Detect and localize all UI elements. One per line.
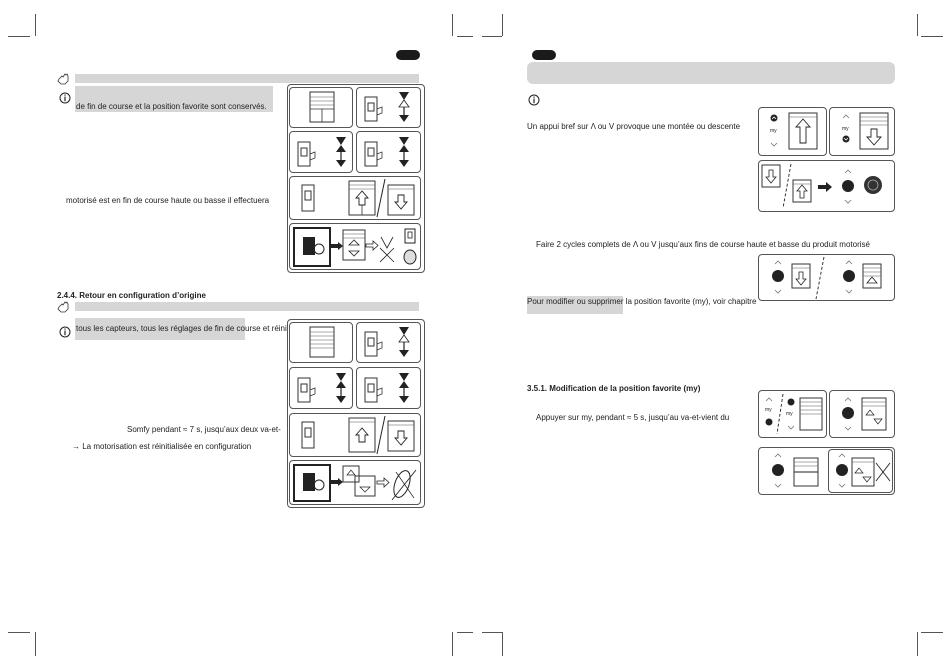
hourglass-icon: [397, 372, 411, 404]
body-text: de fin de course et la position favorite sont conservés.: [76, 102, 267, 111]
hourglass-icon: [397, 326, 411, 358]
info-icon: [59, 326, 71, 338]
remote-crossed-icon: [390, 466, 418, 502]
power-switch-icon: [361, 376, 383, 404]
section-bar: [75, 302, 419, 311]
shutter-down-drawing: [388, 421, 414, 451]
crop-mark: [482, 36, 502, 37]
receiver-box-icon: [293, 464, 331, 502]
divider-slash: [376, 178, 386, 218]
hourglass-icon: [397, 136, 411, 168]
remote-control-icon: [838, 396, 858, 432]
body-text: tous les capteurs, tous les réglages de fin de course et réini: [76, 324, 287, 333]
arrow-right-outline-icon: [377, 478, 389, 487]
shutter-down-drawing: [762, 165, 780, 187]
arrow-right-outline-icon: [366, 241, 378, 250]
page-number-tab: [396, 50, 420, 60]
shutter-half-drawing: [863, 264, 881, 288]
page-number-tab: [532, 50, 556, 60]
remote-label: my: [842, 126, 849, 132]
body-text: Pour modifier ou supprimer la position favorite (my), voir chapitre: [527, 297, 757, 306]
hourglass-icon: [334, 372, 348, 404]
remote-label: my: [786, 411, 793, 417]
divider-slash: [782, 163, 792, 209]
power-switch-icon: [298, 420, 320, 450]
hourglass-icon: [334, 136, 348, 168]
shutter-drawing: [343, 466, 377, 498]
shutter-updown-drawing: [862, 398, 886, 430]
power-switch-icon: [294, 140, 316, 168]
body-text: Appuyer sur my, pendant ≈ 5 s, jusqu’au va-et-vient du: [536, 413, 730, 422]
shutter-drawing: [310, 92, 334, 122]
hand-icon: [57, 301, 70, 313]
receiver-box-icon: [293, 227, 331, 267]
section-heading: 2.4.4. Retour en configuration d’origine: [57, 291, 206, 300]
crop-mark: [457, 36, 473, 37]
body-text: Somfy pendant ≈ 7 s, jusqu’aux deux va-et-: [127, 425, 281, 434]
remote-label: my: [770, 128, 777, 134]
shutter-updown-drawing: [852, 458, 874, 486]
crop-mark: [502, 14, 503, 36]
crop-mark: [457, 632, 473, 633]
body-text: → La motorisation est réinitialisée en configuration: [72, 442, 252, 451]
arrow-right-icon: [331, 242, 343, 250]
section-heading: 3.5.1. Modification de la position favorite (my): [527, 384, 701, 393]
remote-control-icon: [839, 259, 859, 295]
shutter-half-drawing: [792, 264, 810, 288]
hourglass-icon: [397, 91, 411, 123]
divider-slash: [776, 393, 784, 435]
power-switch-icon: [361, 330, 383, 358]
remote-control-icon: [762, 396, 776, 432]
shutter-drawing: [800, 398, 822, 430]
shutter-down-drawing: [388, 185, 414, 215]
section-bar: [75, 74, 419, 83]
crop-mark: [482, 632, 502, 633]
remote-control-icon: [768, 259, 788, 295]
divider-slash: [376, 415, 386, 455]
crop-mark: [35, 14, 36, 36]
lamp-crossed-icon: [378, 234, 396, 264]
power-switch-icon: [298, 183, 320, 213]
hand-icon: [57, 73, 70, 85]
shutter-updown-drawing: [794, 458, 818, 486]
shutter-up-drawing: [793, 180, 811, 202]
divider-slash: [815, 256, 825, 300]
shutter-up-drawing: [349, 418, 375, 452]
shutter-up-drawing: [789, 113, 817, 149]
remote-label: my: [765, 407, 772, 413]
crop-mark: [502, 632, 503, 656]
crop-mark: [35, 632, 36, 656]
info-icon: [528, 94, 540, 106]
shutter-up-drawing: [349, 181, 375, 215]
body-text: Faire 2 cycles complets de Λ ou V jusqu’aux fins de course haute et basse du produit motorisé: [536, 240, 870, 249]
motor-icon: [862, 174, 884, 196]
crop-mark: [921, 632, 943, 633]
power-switch-icon: [361, 95, 383, 123]
power-switch-icon: [294, 376, 316, 404]
crop-mark: [917, 14, 918, 36]
crop-mark: [452, 14, 453, 36]
remote-wall-icon: [402, 228, 418, 266]
crop-mark: [8, 632, 30, 633]
cross-icon: [875, 462, 891, 482]
power-switch-icon: [361, 140, 383, 168]
crop-mark: [917, 632, 918, 656]
info-icon: [59, 92, 71, 104]
chapter-title-bar: [527, 62, 895, 84]
shutter-drawing: [310, 327, 334, 357]
body-text: Un appui bref sur Λ ou V provoque une montée ou descente: [527, 122, 741, 131]
body-text: motorisé est en fin de course haute ou basse il effectuera: [66, 196, 270, 205]
remote-control-icon: [838, 168, 858, 206]
crop-mark: [921, 36, 943, 37]
arrow-right-icon: [331, 478, 343, 486]
remote-control-icon: [832, 452, 852, 490]
shutter-drawing: [343, 230, 365, 260]
arrow-right-icon: [818, 182, 832, 192]
remote-control-icon: [768, 452, 788, 490]
crop-mark: [8, 36, 30, 37]
crop-mark: [452, 632, 453, 656]
shutter-down-drawing: [860, 113, 888, 149]
